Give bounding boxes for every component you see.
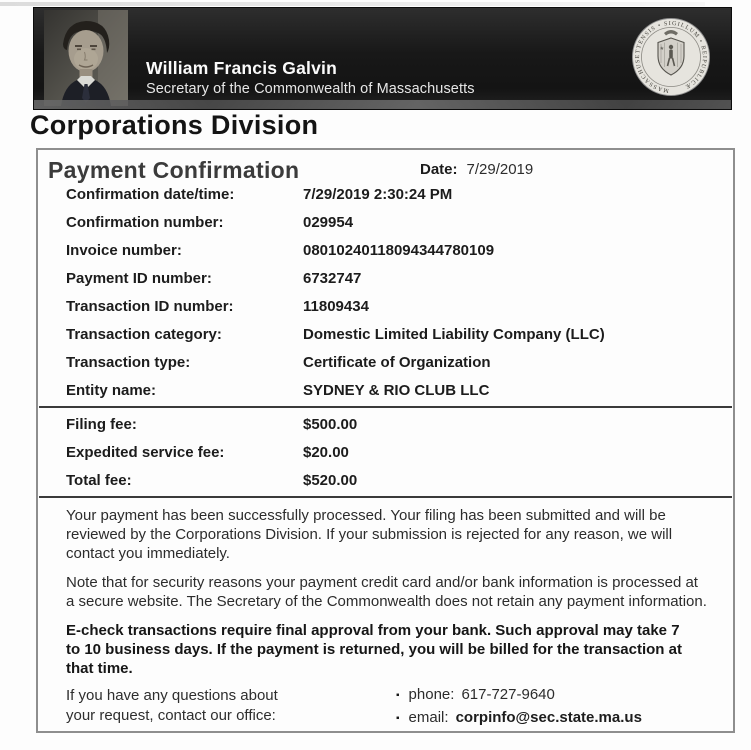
message-line: contact you immediately. (66, 545, 230, 562)
scan-edge-artifact (0, 2, 705, 6)
row-value: 11809434 (303, 298, 369, 315)
row-label: Entity name: (66, 382, 157, 399)
row-invoice-number (38, 238, 733, 266)
message-echeck-approval (66, 621, 709, 678)
row-value: Certificate of Organization (303, 354, 491, 371)
contact-phone-item (396, 686, 642, 703)
row-value: $20.00 (303, 444, 349, 461)
message-line: Your payment has been successfully processed. Your filing has been submitted and will be (66, 507, 666, 524)
date-value: 7/29/2019 (466, 161, 534, 178)
portrait-illustration (44, 10, 128, 106)
row-transaction-id (38, 294, 733, 322)
contact-prompt-line: your request, contact our office: (66, 706, 276, 724)
panel-title: Payment Confirmation (48, 157, 300, 183)
row-label: Confirmation date/time: (66, 186, 235, 203)
message-line: E-check transactions require final approval from your bank. Such approval may take 7 (66, 622, 680, 639)
row-value: 7/29/2019 2:30:24 PM (303, 186, 453, 203)
secretary-name: William Francis Galvin (146, 58, 337, 78)
row-payment-id (38, 266, 733, 294)
row-value: $500.00 (303, 416, 358, 433)
bullet-icon: ▪ (396, 690, 400, 701)
massachusetts-state-seal-icon (631, 17, 711, 97)
row-expedited-fee (38, 440, 733, 468)
seal-ring-text: MASSACHUSETTENSIS • SIGILLUM • REIPUBLICÆ (634, 20, 708, 94)
row-label: Payment ID number: (66, 270, 212, 287)
email-label: email: (408, 709, 449, 726)
row-label: Transaction ID number: (66, 298, 234, 315)
contact-list (396, 686, 642, 726)
row-label: Total fee: (66, 472, 132, 489)
row-value: 08010240118094344780109 (303, 242, 495, 259)
row-value: Domestic Limited Liability Company (LLC) (303, 326, 605, 343)
payment-confirmation-panel (36, 148, 735, 733)
state-header-banner (34, 8, 731, 109)
divider (39, 406, 732, 408)
row-filing-fee (38, 412, 733, 440)
secretary-title: Secretary of the Commonwealth of Massachusetts (146, 81, 475, 97)
message-security-note (66, 573, 709, 611)
message-payment-processed (66, 506, 709, 563)
row-confirmation-datetime (38, 182, 733, 210)
divider (39, 496, 732, 498)
message-line: reviewed by the Corporations Division. If your submission is rejected for any reason, we will (66, 526, 673, 543)
row-value: SYDNEY & RIO CLUB LLC (303, 382, 490, 399)
row-label: Expedited service fee: (66, 444, 225, 461)
masthead-text-block (146, 58, 475, 97)
row-transaction-type (38, 350, 733, 378)
contact-section (66, 686, 733, 726)
row-label: Filing fee: (66, 416, 137, 433)
seal-illustration (631, 17, 711, 97)
email-value: corpinfo@sec.state.ma.us (455, 709, 642, 726)
fee-rows (38, 412, 733, 496)
row-entity-name (38, 378, 733, 406)
row-label: Transaction category: (66, 326, 222, 343)
confirmation-date (420, 161, 533, 178)
row-label: Confirmation number: (66, 214, 224, 231)
date-label: Date: (420, 161, 458, 178)
row-label: Invoice number: (66, 242, 182, 259)
message-line: to 10 business days. If the payment is returned, you will be billed for the transaction at (66, 641, 682, 658)
contact-prompt (66, 686, 368, 726)
message-line: Note that for security reasons your payment credit card and/or bank information is processed at (66, 574, 698, 591)
row-value: 029954 (303, 214, 354, 231)
contact-prompt-line: If you have any questions about (66, 687, 278, 704)
bullet-icon: ▪ (396, 713, 400, 724)
row-label: Transaction type: (66, 354, 191, 371)
phone-label: phone: (408, 686, 455, 703)
secretary-portrait-photo (44, 10, 128, 106)
message-line: that time. (66, 660, 133, 677)
row-value: 6732747 (303, 270, 362, 287)
row-confirmation-number (38, 210, 733, 238)
contact-email-item (396, 709, 642, 726)
row-total-fee (38, 468, 733, 496)
row-value: $520.00 (303, 472, 358, 489)
message-line: a secure website. The Secretary of the Commonwealth does not retain any payment information. (66, 593, 707, 610)
page-title: Corporations Division (30, 110, 319, 140)
row-transaction-category (38, 322, 733, 350)
phone-value: 617-727-9640 (461, 686, 555, 703)
confirmation-detail-rows (38, 182, 733, 406)
panel-header (38, 157, 733, 182)
